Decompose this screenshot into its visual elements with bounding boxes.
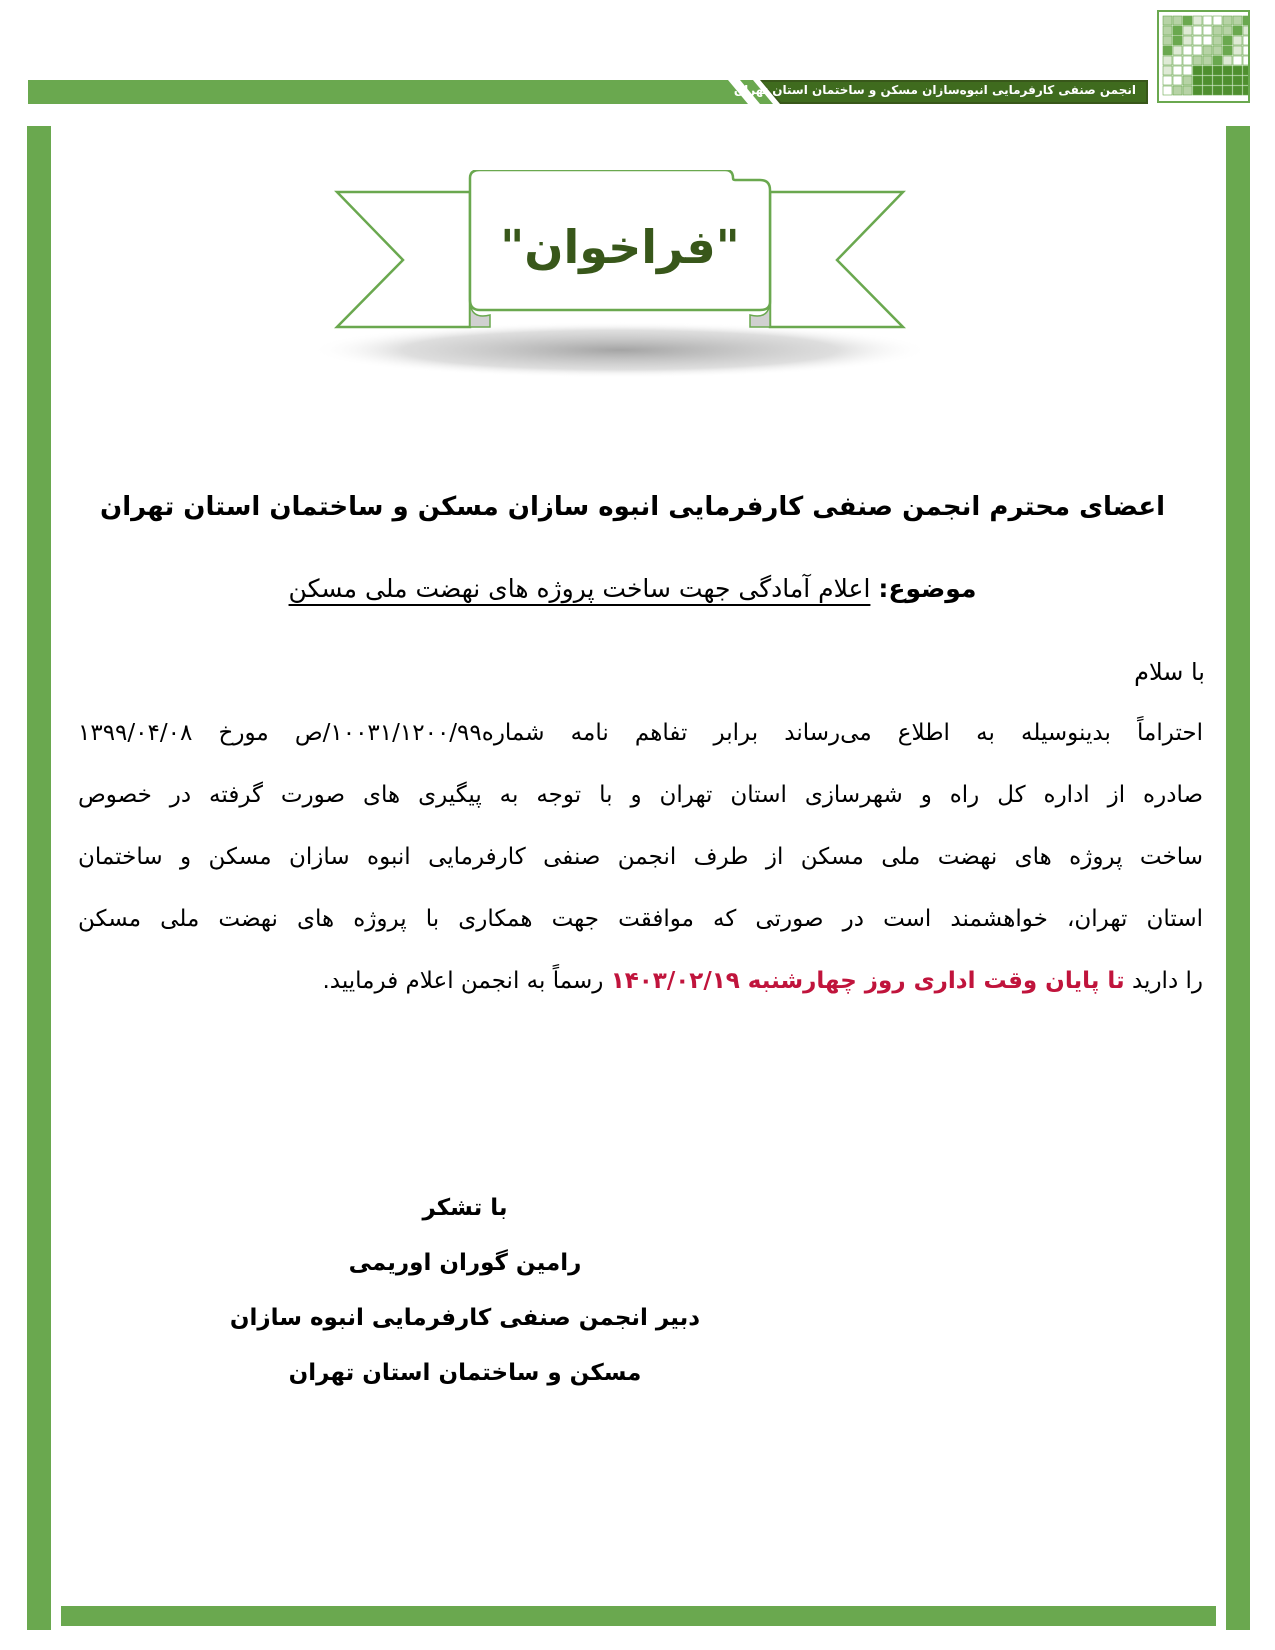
signature-name: رامین گوران اوریمی [348, 1250, 582, 1276]
recipient-line: اعضای محترم انجمن صنفی کارفرمایی انبوه سازان مسکن و ساختمان استان تهران [100, 492, 1165, 522]
header-org-name: انجمن صنفی کارفرمایی انبوه‌سازان مسکن و ساختمان استان تهران [733, 83, 1136, 97]
subject-label: موضوع: [878, 574, 977, 603]
deadline-highlight: تا پایان وقت اداری روز چهارشنبه ۱۴۰۳/۰۲/۱۹ [610, 968, 1125, 994]
ribbon-banner-shape [305, 170, 935, 400]
last-line-suffix: رسماً به انجمن اعلام فرمایید. [322, 968, 604, 994]
signature-closing: با تشکر [422, 1195, 508, 1221]
subject-line [100, 574, 1165, 603]
building-grid-logo-icon [1157, 10, 1250, 103]
last-line-prefix: را دارید [1131, 968, 1203, 994]
body-line-4: استان تهران، خواهشمند است در صورتی که موافقت جهت همکاری با پروژه های نهضت ملی مسکن [78, 906, 1203, 932]
header-bar [28, 80, 1148, 104]
greeting: با سلام [1134, 658, 1205, 686]
frame-border-left [27, 126, 51, 1630]
title-banner [305, 170, 935, 400]
subject-value: اعلام آمادگی جهت ساخت پروژه های نهضت ملی مسکن [288, 574, 871, 603]
banner-title: "فراخوان" [500, 220, 740, 274]
body-line-1: احتراماً بدینوسیله به اطلاع می‌رساند برابر تفاهم نامه شماره۱۰۰۳۱/۱۲۰۰/۹۹/ص مورخ ۱۳۹۹/۰۴/۰۸ [78, 720, 1203, 746]
frame-border-bottom [61, 1606, 1216, 1626]
body-line-5 [78, 968, 1203, 994]
frame-border-right [1226, 126, 1250, 1630]
signature-position-line-1: دبیر انجمن صنفی کارفرمایی انبوه سازان [229, 1305, 701, 1331]
body-line-3: ساخت پروژه های نهضت ملی مسکن از طرف انجمن صنفی کارفرمایی انبوه سازان مسکن و ساختمان [78, 844, 1203, 870]
body-line-2: صادره از اداره کل راه و شهرسازی استان تهران و با توجه به پیگیری های صورت گرفته در خصوص [78, 782, 1203, 808]
signature-position-line-2: مسکن و ساختمان استان تهران [288, 1360, 642, 1386]
